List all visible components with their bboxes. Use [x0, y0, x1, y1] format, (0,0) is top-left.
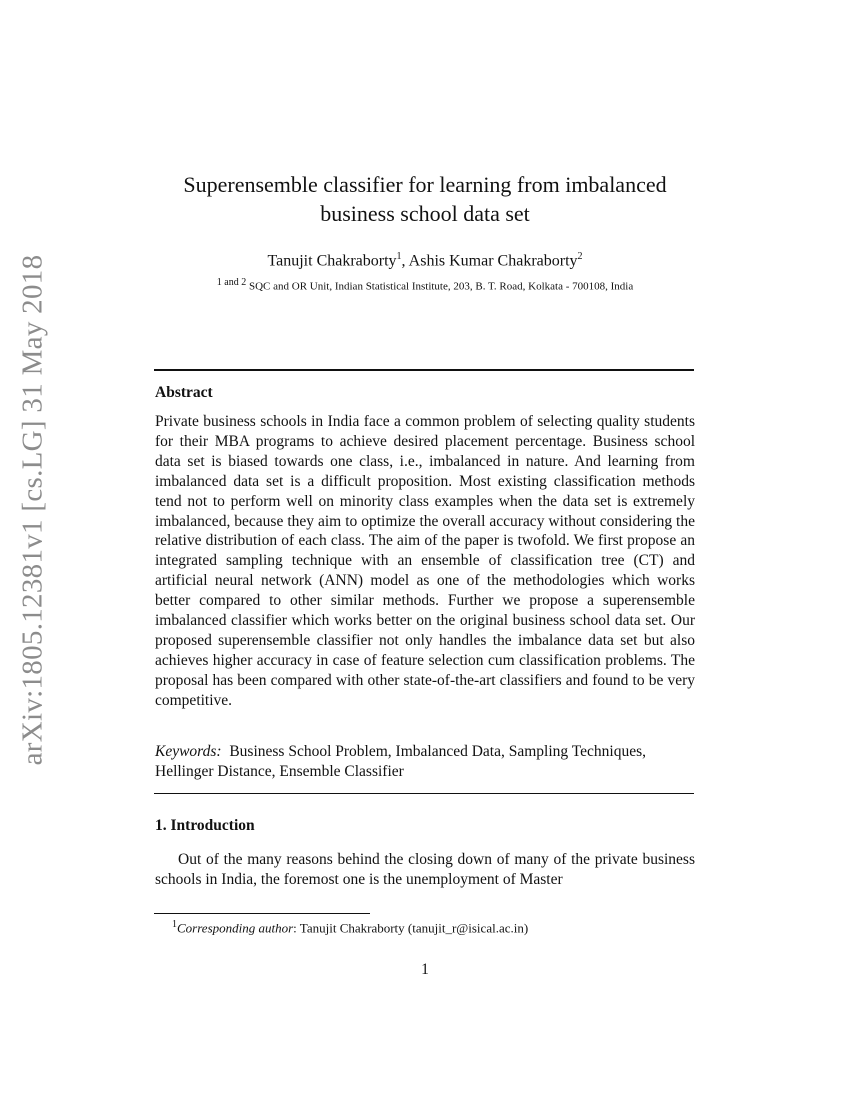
- footnote-label: Corresponding author: [177, 920, 294, 936]
- keywords-text: Business School Problem, Imbalanced Data, Sampling Techniques, Hellinger Distance, Ensemble Classifier: [155, 743, 646, 780]
- author-affiliation-mark: 1: [396, 251, 402, 262]
- author-separator: ,: [401, 252, 409, 270]
- keywords: [155, 742, 695, 782]
- keywords-label: Keywords:: [155, 743, 222, 760]
- paper-title: Superensemble classifier for learning from imbalanced business school data set: [183, 172, 667, 226]
- abstract-bottom-rule: [154, 793, 694, 794]
- arxiv-identifier-stamp: arXiv:1805.12381v1 [cs.LG] 31 May 2018: [16, 254, 49, 766]
- author-name: Ashis Kumar Chakraborty: [408, 252, 578, 270]
- introduction-paragraph: Out of the many reasons behind the closing down of many of the private business schools in India, the foremost one is the unemployment of Master: [155, 851, 695, 888]
- footnote: [172, 919, 528, 936]
- affiliation-mark: 1 and 2: [216, 277, 247, 288]
- abstract-top-rule: [154, 369, 694, 371]
- footnote-rule: [154, 913, 370, 914]
- footnote-mark: 1: [172, 919, 177, 930]
- affiliation-line: [120, 277, 730, 293]
- author-affiliation-mark: 2: [577, 251, 583, 262]
- abstract-body: Private business schools in India face a common problem of selecting quality students for their MBA programs to achieve desired placement percentage. Business school data set is biased towards one class, i.e., imbalanced in nature. And learning from imbalanced data set is a difficult proposition. Most existing classification methods tend not to perform well on minority class examples when the data set is extremely imbalanced, because they aim to optimize the overall accuracy without considering the relative distribution of each class. The aim of the paper is twofold. We first propose an integrated sampling technique with an ensemble of classification tree (CT) and artificial neural network (ANN) model as one of the methodologies which works better compared to other similar methods. Further we propose a superensemble imbalanced classifier which works better on the original business school data set. Our proposed superensemble classifier not only handles the imbalance data set but also achieves higher accuracy in case of feature selection cum classification problems. The proposal has been compared with other state-of-the-art classifiers and found to be very competitive.: [155, 413, 695, 709]
- footnote-text: : Tanujit Chakraborty (tanujit_r@isical.ac.in): [293, 920, 529, 936]
- section-heading-introduction: 1. Introduction: [155, 817, 255, 834]
- author-name: Tanujit Chakraborty: [267, 252, 397, 270]
- page-number: 1: [421, 961, 429, 978]
- abstract-heading: Abstract: [155, 384, 213, 401]
- affiliation-text: SQC and OR Unit, Indian Statistical Institute, 203, B. T. Road, Kolkata - 700108, India: [248, 280, 634, 293]
- author-line: [150, 251, 700, 270]
